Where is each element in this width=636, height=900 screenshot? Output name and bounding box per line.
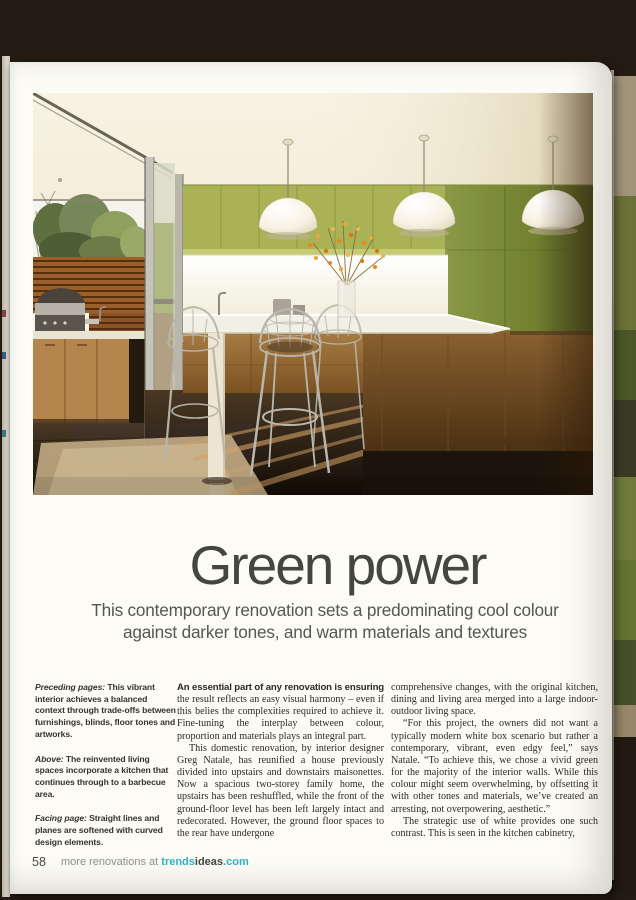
facing-page-edge: [613, 640, 636, 705]
caption-lead: Facing page:: [35, 813, 87, 824]
brand-trends: trends: [161, 856, 195, 868]
facing-page-edge: [613, 737, 636, 895]
body-paragraph: “For this project, the owners did not want a typically modern white box scenario but rather a contemporary, vibrant, even edgy feel,” says Natale. “To achieve this, we chose a vivid green for the majority of the interior walls. While this colour might seem overwhelming, by offsetting it with other tones and materials, we’ve created an arresting, not overpowering, aesthetic.”: [391, 718, 598, 815]
caption-column: [35, 682, 176, 861]
binding-page-edges: [2, 56, 10, 897]
body-column-1: [177, 682, 384, 840]
facing-page-edge: [613, 330, 636, 400]
footer-strapline: [61, 856, 249, 868]
body-column-2: [391, 682, 598, 840]
facing-page-edge: [613, 560, 636, 640]
facing-page-edge: [613, 477, 636, 560]
paragraph-text: the result reflects an easy visual harmony – even if this belies the complexities required to achieve it. Fine-tuning the interplay between colour, proportion and materials plays an integral part.: [177, 694, 384, 742]
caption-preceding-pages: [35, 682, 176, 741]
body-paragraph: The strategic use of white provides one such contrast. This is seen in the kitchen cabinetry,: [391, 815, 598, 839]
page-edge-mark: [2, 310, 6, 317]
subtitle-line-1: This contemporary renovation sets a predominating cool colour: [91, 600, 559, 620]
body-paragraph: This domestic renovation, by interior designer Greg Natale, has reunified a house previously divided into upstairs and downstairs maisonettes. Now a spacious two-storey family home, the upstairs has been reshuffled, while the front of the ground-floor level has been left largely intact and redecorated. However, the ground floor spaces to the rear have undergone: [177, 742, 384, 839]
brand-com: .com: [223, 856, 249, 868]
caption-above: [35, 754, 176, 801]
facing-page-edge: [613, 705, 636, 737]
caption-text: This vibrant interior achieves a balanced context through trade-offs between furnishings, blinds, floor tones and artworks.: [35, 682, 176, 739]
facing-page-edge: [613, 196, 636, 330]
facing-page-edge: [613, 400, 636, 477]
caption-text: Straight lines and planes are softened with curved design elements.: [35, 813, 163, 847]
article-subtitle: [40, 599, 610, 643]
lead-in-sentence: An essential part of any renovation is ensuring: [177, 682, 384, 693]
page-edge-mark: [2, 352, 6, 359]
subtitle-line-2: against darker tones, and warm materials and textures: [122, 622, 527, 642]
page-edge-mark: [2, 430, 6, 437]
brand-ideas: ideas: [194, 856, 224, 868]
article-title: Green power: [189, 534, 486, 596]
kitchen-photo-art: [33, 93, 593, 495]
caption-lead: Preceding pages:: [35, 682, 106, 692]
magazine-page: [10, 62, 612, 894]
body-paragraph: [177, 682, 384, 743]
facing-page-edge: [613, 76, 636, 196]
footer-text: more renovations at: [61, 856, 162, 868]
caption-facing-page: [35, 813, 176, 848]
page-number: 58: [32, 855, 46, 869]
caption-lead: Above:: [35, 753, 64, 764]
body-paragraph: comprehensive changes, with the original kitchen, dining and living area merged into a large indoor-outdoor living space.: [391, 682, 598, 718]
kitchen-photo: [33, 93, 593, 495]
caption-text: The reinvented living spaces incorporate a kitchen that continues through to a barbecue area.: [35, 753, 169, 799]
